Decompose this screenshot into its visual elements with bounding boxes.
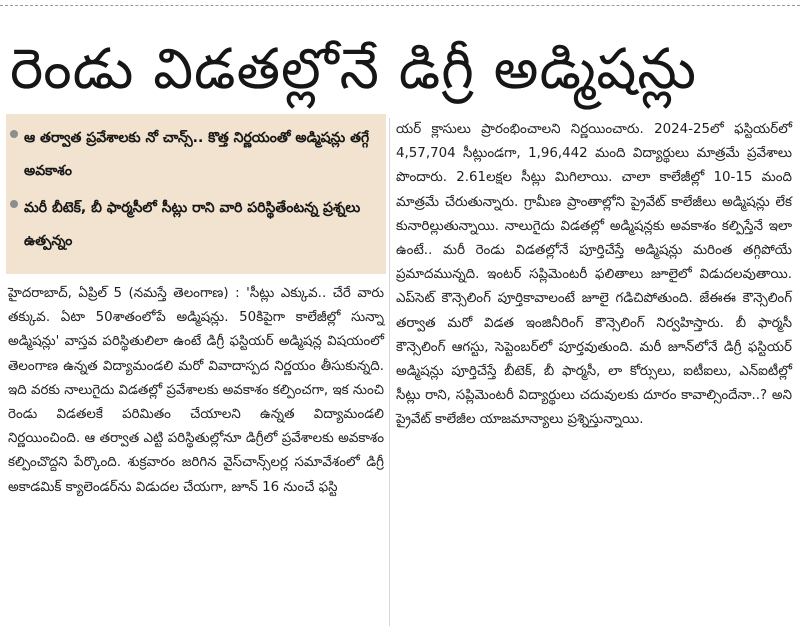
bullet-dot-icon [10,130,18,138]
top-dashed-rule [0,0,800,6]
headline: రెండు విడతల్లోనే డిగ్రీ అడ్మిషన్లు [10,37,698,102]
highlight-text: ఆ తర్వాత ప్రవేశాలకు నో చాన్స్.. కొత్త నిర్ణయంతో అడ్మిషన్లు తగ్గే అవకాశం [24,130,370,179]
bullet-dot-icon [10,200,18,208]
article-body-right: యర్ క్లాసులు ప్రారంభించాలని నిర్ణయించారు. 2024-25లో ఫస్టియర్‌లో 4,57,704 సీట్లుండగా, 1,96,442 మంది విద్యార్థులు మాత్రమే ప్రవేశాలు పొందారు. 2.61లక్షల సీట్లు మిగిలాయి. చాలా కాలేజీల్లో 10-15 మంది మాత్రమే చేరుతున్నారు. గ్రామీణ ప్రాంతాల్లోని ప్రైవేట్ కాలేజీలు అడ్మిషన్లు లేక కునారిల్లుతున్నాయి. నాలుగైదు విడతల్లో అడ్మిషన్లకు అవకాశం కల్పిస్తేనే ఇలా ఉంటే.. మరీ రెండు విడతల్లోనే పూర్తిచేస్తే అడ్మిషన్లు మరింత తగ్గిపోయే ప్రమాదమున్నది. ఇంటర్ సప్లిమెంటరీ ఫలితాలు జూలైలో విడుదలవుతాయి. ఎప్‌సెట్ కౌన్సెలింగ్ పూర్తికావాలంటే జూలై గడిచిపోతుంది. జేఈఈ కౌన్సెలింగ్ తర్వాత మరో విడత ఇంజినీరింగ్ కౌన్సెలింగ్ నిర్వహిస్తారు. బీ ఫార్మసీ కౌన్సెలింగ్ ఆగస్టు, సెప్టెంబర్‌లో పూర్తవుతుంది. మరీ జూన్‌లోనే డిగ్రీ ఫస్టియర్ అడ్మిషన్లు పూర్తిచేస్తే బీటెక్, బీ ఫార్మసీ, లా కోర్సులు, ఐటీఐలు, ఎన్‌ఐటీల్లో సీట్లు రాని, సప్లిమెంటరీ విద్యార్థులు చదువులకు దూరం కావాల్సిందేనా..? అని ప్రైవేట్ కాలేజీల యాజమాన్యాలు ప్రశ్నిస్తున్నాయి. [396,122,792,428]
left-column [6,114,386,626]
right-column [394,118,794,626]
column-divider [389,118,390,626]
highlights-box [6,114,386,274]
highlight-item [10,122,376,188]
article-body-left: హైదరాబాద్, ఏప్రిల్ 5 (నమస్తే తెలంగాణ) : 'సీట్లు ఎక్కువ.. చేరే వారు తక్కువ. ఏటా 50శాతంలోపే అడ్మిషన్లు. 50కిపైగా కాలేజీల్లో సున్నా అడ్మిషన్లు' వాస్తవ పరిస్థితులిలా ఉంటే డిగ్రీ ఫస్టియర్ అడ్మిషన్ల విషయంలో తెలంగాణ ఉన్నత విద్యామండలి మరో వివాదాస్పద నిర్ణయం తీసుకున్నది. ఇది వరకు నాలుగైదు విడతల్లో ప్రవేశాలకు అవకాశం కల్పించగా, ఇక నుంచి రెండు విడతలకే పరిమితం చేయాలని ఉన్నత విద్యామండలి నిర్ణయించింది. ఆ తర్వాత ఎట్టి పరిస్థితుల్లోనూ డిగ్రీలో ప్రవేశాలకు అవకాశం కల్పించొద్దని పేర్కొంది. శుక్రవారం జరిగిన వైస్‌చాన్స్‌లర్ల సమావేశంలో డిగ్రీ అకాడమిక్ క్యాలెండర్‌ను విడుదల చేయగా, జూన్ 16 నుంచే ఫస్టి [8,286,384,495]
highlight-text: మరీ బీటెక్, బీ ఫార్మసీలో సీట్లు రాని వారి పరిస్థితేంటన్న ప్రశ్నలు ఉత్పన్నం [24,200,361,249]
highlight-item [10,192,376,258]
